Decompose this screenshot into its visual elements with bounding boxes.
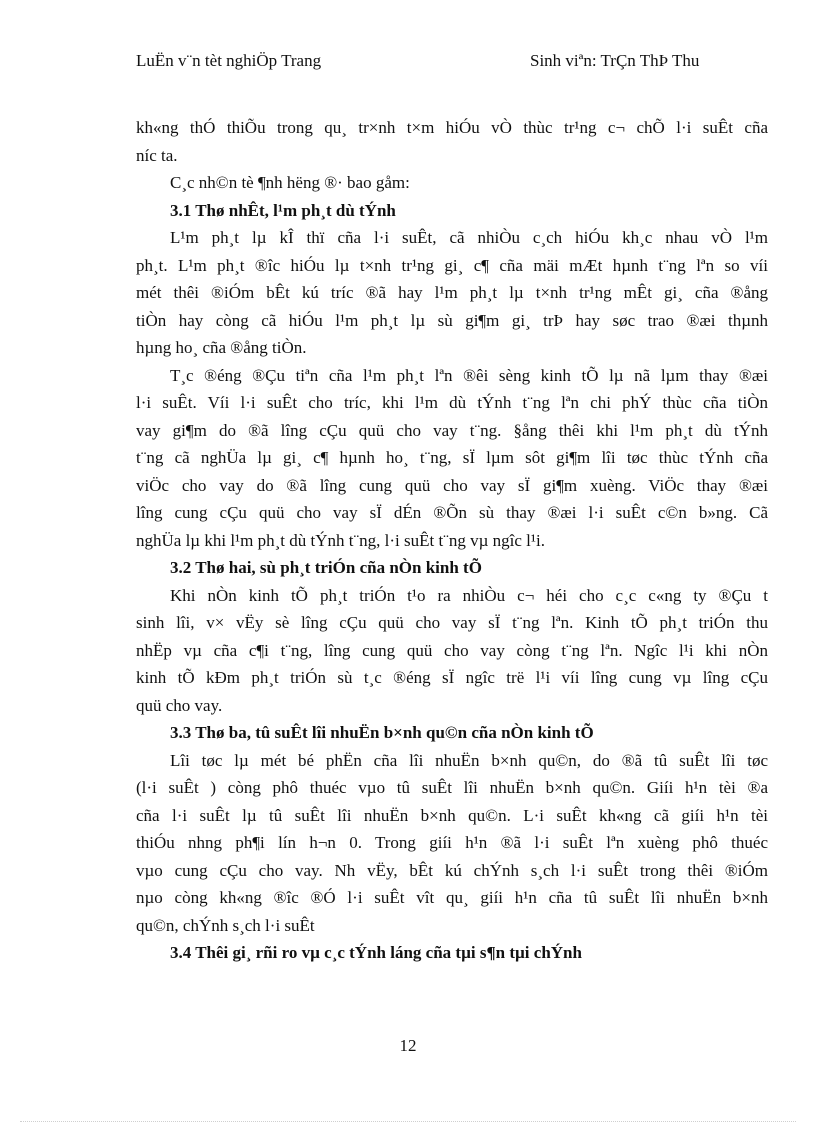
paragraph-line: C¸c nh©n tè ¶nh hëng ®· bao gåm: — [170, 173, 410, 192]
paragraph-line: sinh lîi, v× vËy sè lîng cÇu quü cho vay sÏ t¨ng lªn. Kinh tÕ ph¸t triÓn thu — [136, 613, 768, 632]
paragraph-line: kh«ng thÓ thiÕu trong qu¸ tr×nh t×m hiÓu vÒ thùc tr¹ng c¬ chÕ l·i suÊt cña — [136, 118, 768, 137]
page-bottom-divider — [20, 1121, 796, 1122]
paragraph-line: hµng ho¸ cña ®ång tiÒn. — [136, 338, 307, 357]
paragraph-line: lîng cung cÇu quü cho vay sÏ dÉn ®Õn sù thay ®æi l·i suÊt c©n b»ng. Cã — [136, 503, 768, 522]
paragraph-line: l·i suÊt. Víi l·i suÊt cho tríc, khi l¹m dù tÝnh t¨ng lªn chi phÝ thùc cña tiÒn — [136, 393, 768, 412]
paragraph-line: ph¸t. L¹m ph¸t ®îc hiÓu lµ t×nh tr¹ng gi¸ c¶ cña mäi mÆt hµnh t¨ng lªn so víi — [136, 255, 768, 275]
page-number: 12 — [399, 1036, 417, 1055]
paragraph-line: mét thêi ®iÓm bÊt kú tríc ®ã hay l¹m ph¸t lµ t×nh tr¹ng mÊt gi¸ cña ®ång — [136, 283, 768, 302]
paragraph-line: nhËp vµ cña c¶i t¨ng, lîng cung quü cho vay còng t¨ng lªn. Ngîc l¹i khi nÒn — [136, 640, 768, 660]
section-heading: 3.3 Thø ba, tû suÊt lîi nhuËn b×nh qu©n cña nÒn kinh tÕ — [170, 723, 594, 742]
paragraph-line: nµo còng kh«ng ®îc ®Ó l·i suÊt vît qu¸ giíi h¹n cña tû suÊt lîi nhuËn b×nh — [136, 888, 768, 907]
section-heading: 3.4 Thêi gi¸ rñi ro vµ c¸c tÝnh láng cña tµi s¶n tµi chÝnh — [170, 943, 582, 962]
section-heading: 3.2 Thø hai, sù ph¸t triÓn cña nÒn kinh tÕ — [170, 558, 482, 577]
paragraph-line: Lîi tøc lµ mét bé phËn cña lîi nhuËn b×nh qu©n, do ®ã tû suÊt lîi tøc — [170, 750, 768, 770]
paragraph-line: (l·i suÊt ) còng phô thuéc vµo tû suÊt lîi nhuËn b×nh qu©n. Giíi h¹n tèi ®a — [136, 778, 768, 797]
paragraph-line: níc ta. — [136, 145, 178, 165]
paragraph-line: T¸c ®éng ®Çu tiªn cña l¹m ph¸t lªn ®êi sèng kinh tÕ lµ nã lµm thay ®æi — [170, 365, 768, 385]
paragraph-line: cña l·i suÊt lµ tû suÊt lîi nhuËn b×nh qu©n. L·i suÊt kh«ng cã giíi h¹n tèi — [136, 805, 768, 825]
header-thesis-title: LuËn v¨n tèt nghiÖp Trang — [136, 51, 322, 70]
paragraph-line: vµo cung cÇu cho vay. Nh vËy, bÊt kú chÝnh s¸ch l·i suÊt trong thêi ®iÓm — [136, 860, 768, 880]
paragraph-line: viÖc cho vay do ®ã lîng cung quü cho vay sÏ gi¶m xuèng. ViÖc thay ®æi — [136, 475, 768, 495]
paragraph-line: tiÒn hay còng cã hiÓu l¹m ph¸t lµ sù gi¶m gi¸ trÞ hay søc trao ®æi thµnh — [136, 310, 768, 330]
paragraph-line: t¨ng cã nghÜa lµ gi¸ c¶ hµnh ho¸ t¨ng, sÏ lµm sôt gi¶m lîi tøc thùc tÝnh cña — [136, 448, 768, 467]
paragraph-line: vay gi¶m do ®ã lîng cÇu quü cho vay t¨ng. §ång thêi khi l¹m ph¸t dù tÝnh — [136, 420, 768, 440]
body-text — [136, 114, 768, 967]
paragraph-line: L¹m ph¸t lµ kÎ thï cña l·i suÊt, cã nhiÒu c¸ch hiÓu kh¸c nhau vÒ l¹m — [170, 228, 768, 247]
paragraph-line: Khi nÒn kinh tÕ ph¸t triÓn t¹o ra nhiÒu c¬ héi cho c¸c c«ng ty ®Çu t — [170, 585, 768, 605]
paragraph-line: quü cho vay. — [136, 695, 223, 715]
paragraph-line: thiÓu nhng ph¶i lín h¬n 0. Trong giíi h¹n ®ã l·i suÊt lªn xuèng phô thuéc — [136, 833, 768, 852]
paragraph-line: qu©n, chÝnh s¸ch l·i suÊt — [136, 915, 315, 935]
paragraph-line: nghÜa lµ khi l¹m ph¸t dù tÝnh t¨ng, l·i suÊt t¨ng vµ ngîc l¹i. — [136, 530, 545, 550]
header-student-name: Sinh viªn: TrÇn ThÞ Thu — [530, 51, 700, 70]
section-heading: 3.1 Thø nhÊt, l¹m ph¸t dù tÝnh — [170, 200, 396, 220]
paragraph-line: kinh tÕ kÐm ph¸t triÓn sù t¸c ®éng sÏ ngîc trë l¹i víi lîng cung vµ lîng cÇu — [136, 668, 768, 687]
